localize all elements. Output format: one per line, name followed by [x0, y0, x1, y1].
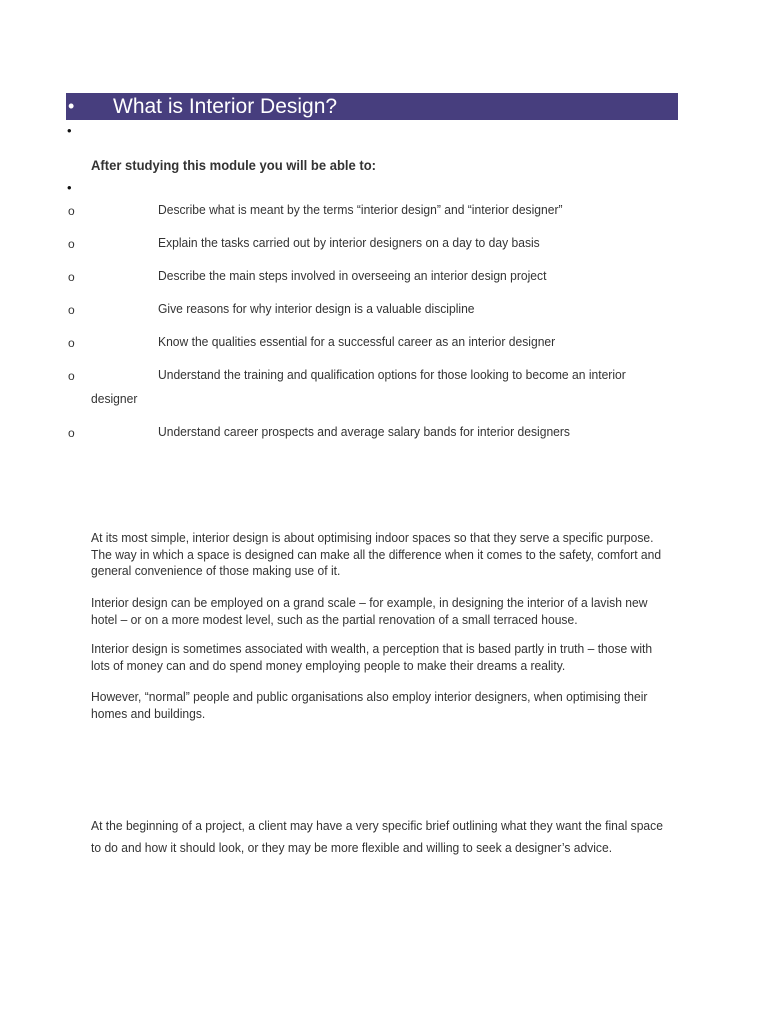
list-marker: o [68, 204, 75, 218]
objective-text: Describe what is meant by the terms “interior design” and “interior designer” [158, 202, 563, 217]
page-title: What is Interior Design? [113, 95, 338, 118]
list-marker: o [68, 336, 75, 350]
section-subheading: After studying this module you will be able to: [91, 157, 377, 173]
list-marker: o [68, 303, 75, 317]
body-paragraph: At its most simple, interior design is about optimising indoor spaces so that they serve a specific purpose. The way in which a space is designed can make all the difference when it comes to the safety, comfort and general convenience of those making use of it. [91, 530, 662, 578]
title-bullet: • [68, 96, 75, 116]
objective-text: Explain the tasks carried out by interior designers on a day to day basis [158, 235, 540, 250]
objective-text: Give reasons for why interior design is a valuable discipline [158, 301, 475, 316]
objective-text: Understand the training and qualification options for those looking to become an interior [158, 367, 626, 382]
body-paragraph: Interior design can be employed on a grand scale – for example, in designing the interior of a lavish new hotel – or on a more modest level, such as the partial renovation of a small terraced house. [91, 595, 648, 627]
objective-text: Understand career prospects and average salary bands for interior designers [158, 424, 570, 439]
list-marker: o [68, 270, 75, 284]
objective-text-continuation: designer [91, 391, 138, 406]
body-paragraph: At the beginning of a project, a client may have a very specific brief outlining what they want the final space to do and how it should look, or they may be more flexible and willing to seek a designer’s advice. [91, 818, 663, 855]
empty-bullet: • [67, 123, 72, 138]
body-paragraph: However, “normal” people and public organisations also employ interior designers, when optimising their homes and buildings. [91, 689, 648, 721]
list-marker: o [68, 237, 75, 251]
list-marker: o [68, 369, 75, 383]
objective-text: Describe the main steps involved in overseeing an interior design project [158, 268, 547, 283]
objective-text: Know the qualities essential for a successful career as an interior designer [158, 334, 556, 349]
body-paragraph: Interior design is sometimes associated with wealth, a perception that is based partly in truth – those with lots of money can and do spend money employing people to make their dreams a reality. [91, 641, 653, 673]
list-marker: o [68, 426, 75, 440]
empty-bullet: • [67, 180, 72, 195]
